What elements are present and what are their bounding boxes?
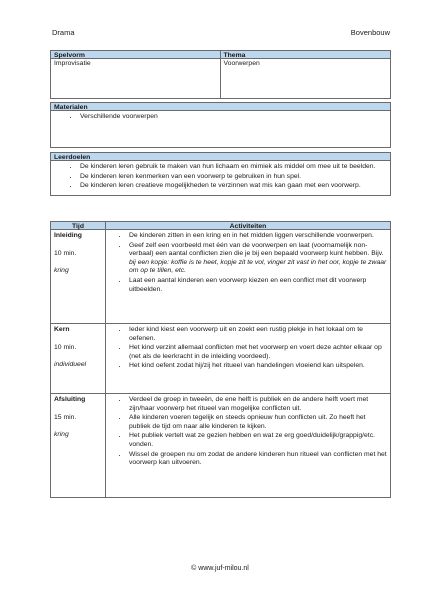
activity-list [106, 326, 387, 371]
phase-duration: 15 min. [54, 413, 77, 421]
leerdoel-item: • De kinderen leren creatieve mogelijkheden te verzinnen wat mis kan gaan met een voorwerp. [79, 182, 387, 191]
activity-row-afsluiting [50, 394, 391, 498]
phase-name: Afsluiting [54, 396, 86, 403]
materialen-item: • Verschillende voorwerpen [79, 113, 387, 122]
activity-text: Geef zelf een voorbeeld met één van de voorwerpen en laat (voornamelijk non-verbaal) een aantal conflicten zien die je bij een bepaald voorwerp kunt hebben. Bijv. [129, 241, 384, 258]
thema-value: Voorwerpen [221, 59, 392, 99]
leerdoel-item: • De kinderen leren kenmerken van een voorwerp te gebruiken in hun spel. [79, 173, 387, 182]
spelvorm-label: Spelvorm [50, 50, 221, 59]
activity-item: • Wissel de groepen nu om zodat de andere kinderen hun ritueel van conflicten met het voorwerp kan uitvoeren. [128, 451, 387, 468]
header-level: Bovenbouw [350, 28, 390, 37]
phase-duration: 10 min. [54, 343, 77, 351]
activities-table [50, 221, 391, 498]
activity-row-inleiding [50, 230, 391, 324]
leerdoelen-list [54, 163, 387, 191]
phase-duration: 10 min. [54, 249, 77, 257]
thema-label: Thema [221, 50, 392, 59]
activity-item: • Het kind oefent zodat hij/zij het ritueel van handelingen vloeiend kan uitspelen. [128, 362, 387, 371]
phase-name: Inleiding [54, 232, 82, 239]
phase-name: Kern [54, 326, 70, 333]
phase-group: individueel [54, 361, 87, 369]
activity-example: bij een kopje: koffie is te heet, kopje zit te vol, vinger zit vast in het oor, kopje te zwaar om op te tillen, etc. [129, 258, 387, 275]
spelvorm-thema-section [50, 50, 391, 99]
activity-item: • Alle kinderen voeren tegelijk en steeds opnieuw hun conflicten uit. Zo heeft het publiek de tijd om naar alle kinderen te kijken. [128, 414, 387, 431]
activity-item: • Verdeel de groep in tweeën, de ene helft is publiek en de andere helft voert met zijn/haar voorwerp het ritueel van mogelijke conflicten uit. [128, 396, 387, 413]
activity-item: • Het kind verzint allemaal conflicten met het voorwerp en voert deze achter elkaar op (net als de leerkracht in de inleiding voordeed). [128, 344, 387, 361]
activity-row-kern [50, 324, 391, 394]
activity-item [128, 242, 387, 276]
activity-list [106, 396, 387, 468]
activity-item: • De kinderen zitten in een kring en in het midden liggen verschillende voorwerpen. [128, 232, 387, 241]
activity-item: • Laat een aantal kinderen een voorwerp kiezen en een conflict met dit voorwerp uitbeelden. [128, 277, 387, 294]
time-column-header: Tijd [50, 221, 106, 230]
leerdoel-item: • De kinderen leren gebruik te maken van hun lichaam en mimiek als middel om mee uit te beelden. [79, 163, 387, 172]
header-subject: Drama [52, 28, 75, 37]
materialen-section [50, 102, 391, 148]
phase-group: kring [54, 267, 69, 275]
materialen-list [54, 113, 387, 122]
leerdoelen-section [50, 152, 391, 196]
materialen-label: Materialen [50, 102, 391, 111]
activity-list [106, 232, 387, 294]
activity-item: • Het publiek vertelt wat ze gezien hebben en wat ze erg goed/duidelijk/grappig/etc. vonden. [128, 432, 387, 449]
leerdoelen-label: Leerdoelen [50, 152, 391, 161]
activity-column-header: Activiteiten [106, 221, 391, 230]
spelvorm-value: Improvisatie [50, 59, 221, 99]
activity-item: • Ieder kind kiest een voorwerp uit en zoekt een rustig plekje in het lokaal om te oefenen. [128, 326, 387, 343]
footer-copyright: © www.juf-milou.nl [191, 565, 249, 572]
phase-group: kring [54, 431, 69, 439]
